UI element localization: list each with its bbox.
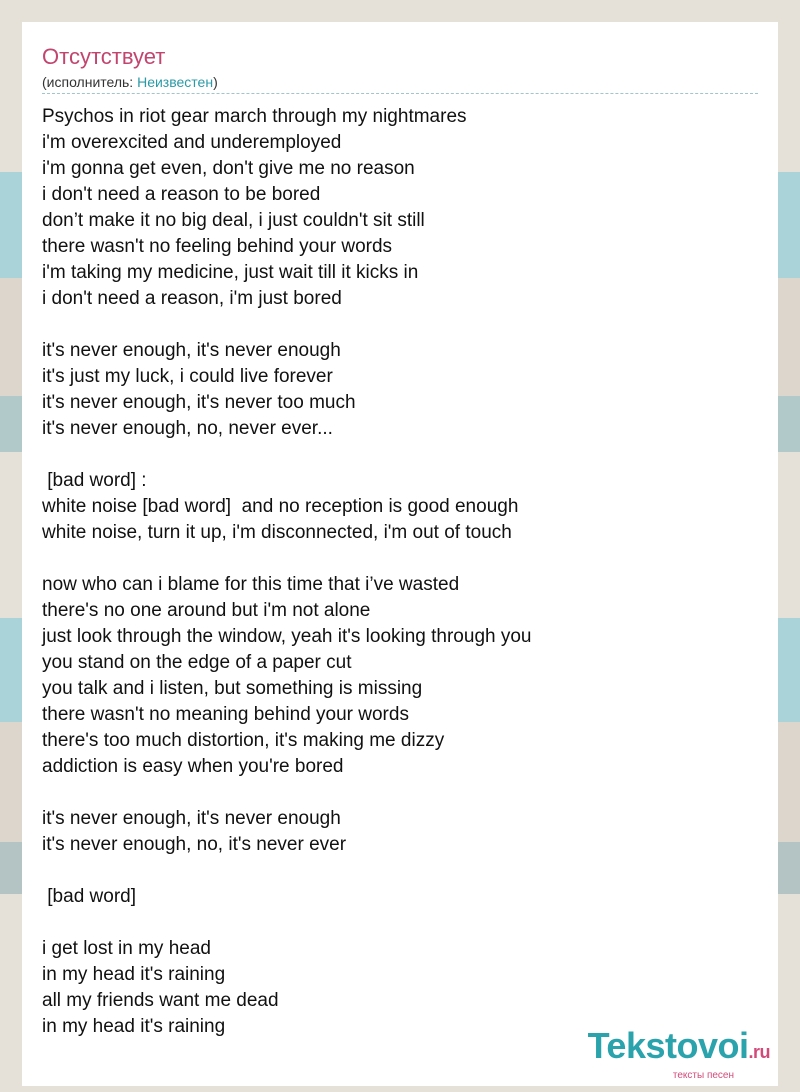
lyric-line: white noise, turn it up, i'm disconnected, i'm out of touch bbox=[42, 522, 512, 543]
lyric-line: you talk and i listen, but something is missing bbox=[42, 678, 423, 699]
lyric-line: Psychos in riot gear march through my nightmares bbox=[42, 106, 467, 127]
lyric-line: it's never enough, no, never ever... bbox=[42, 418, 333, 439]
lyric-line: there's no one around but i'm not alone bbox=[42, 600, 371, 621]
lyric-line: there wasn't no meaning behind your words bbox=[42, 704, 409, 725]
artist-prefix: (исполнитель: bbox=[42, 74, 138, 90]
lyric-line: it's just my luck, i could live forever bbox=[42, 366, 333, 387]
lyric-line bbox=[42, 910, 762, 936]
artist-line bbox=[42, 73, 758, 94]
lyric-line bbox=[42, 858, 762, 884]
lyric-line: there wasn't no feeling behind your words bbox=[42, 236, 393, 257]
lyric-line: i'm gonna get even, don't give me no reason bbox=[42, 158, 415, 179]
lyric-line: don’t make it no big deal, i just couldn't sit still bbox=[42, 210, 425, 231]
lyric-line: addiction is easy when you're bored bbox=[42, 756, 344, 777]
lyric-line: white noise [bad word] and no reception is good enough bbox=[42, 496, 519, 517]
artist-suffix: ) bbox=[213, 74, 218, 90]
song-title: Отсутствует bbox=[42, 44, 166, 69]
lyric-line bbox=[42, 312, 762, 338]
lyric-line: it's never enough, it's never enough bbox=[42, 808, 341, 829]
artist-link[interactable]: Неизвестен bbox=[137, 74, 214, 90]
logo-tagline: тексты песен bbox=[672, 1070, 734, 1081]
lyric-line: i'm taking my medicine, just wait till it kicks in bbox=[42, 262, 419, 283]
lyric-line: now who can i blame for this time that i’ve wasted bbox=[42, 574, 460, 595]
lyric-line: i get lost in my head bbox=[42, 938, 211, 959]
lyric-line bbox=[42, 442, 762, 468]
lyric-line: it's never enough, no, it's never ever bbox=[42, 834, 347, 855]
lyric-line: [bad word] bbox=[42, 886, 136, 907]
logo-domain-suffix: .ru bbox=[748, 1042, 770, 1062]
lyric-line: i don't need a reason to be bored bbox=[42, 184, 321, 205]
lyric-line: in my head it's raining bbox=[42, 1016, 226, 1037]
lyric-line: it's never enough, it's never too much bbox=[42, 392, 356, 413]
lyric-line: i don't need a reason, i'm just bored bbox=[42, 288, 342, 309]
logo-wordmark bbox=[587, 1025, 770, 1070]
lyric-line: just look through the window, yeah it's looking through you bbox=[42, 626, 532, 647]
lyric-line: you stand on the edge of a paper cut bbox=[42, 652, 352, 673]
lyric-line: there's too much distortion, it's making me dizzy bbox=[42, 730, 445, 751]
lyric-line: [bad word] : bbox=[42, 470, 147, 491]
site-logo[interactable] bbox=[550, 1025, 770, 1081]
lyric-line: it's never enough, it's never enough bbox=[42, 340, 341, 361]
lyric-line bbox=[42, 780, 762, 806]
lyric-line: i'm overexcited and underemployed bbox=[42, 132, 342, 153]
lyrics-card bbox=[22, 22, 778, 1086]
lyric-line bbox=[42, 546, 762, 572]
lyrics-text bbox=[42, 104, 762, 1040]
lyric-line: all my friends want me dead bbox=[42, 990, 279, 1011]
logo-main-text: Tekstovoi bbox=[587, 1025, 749, 1066]
lyric-line: in my head it's raining bbox=[42, 964, 226, 985]
